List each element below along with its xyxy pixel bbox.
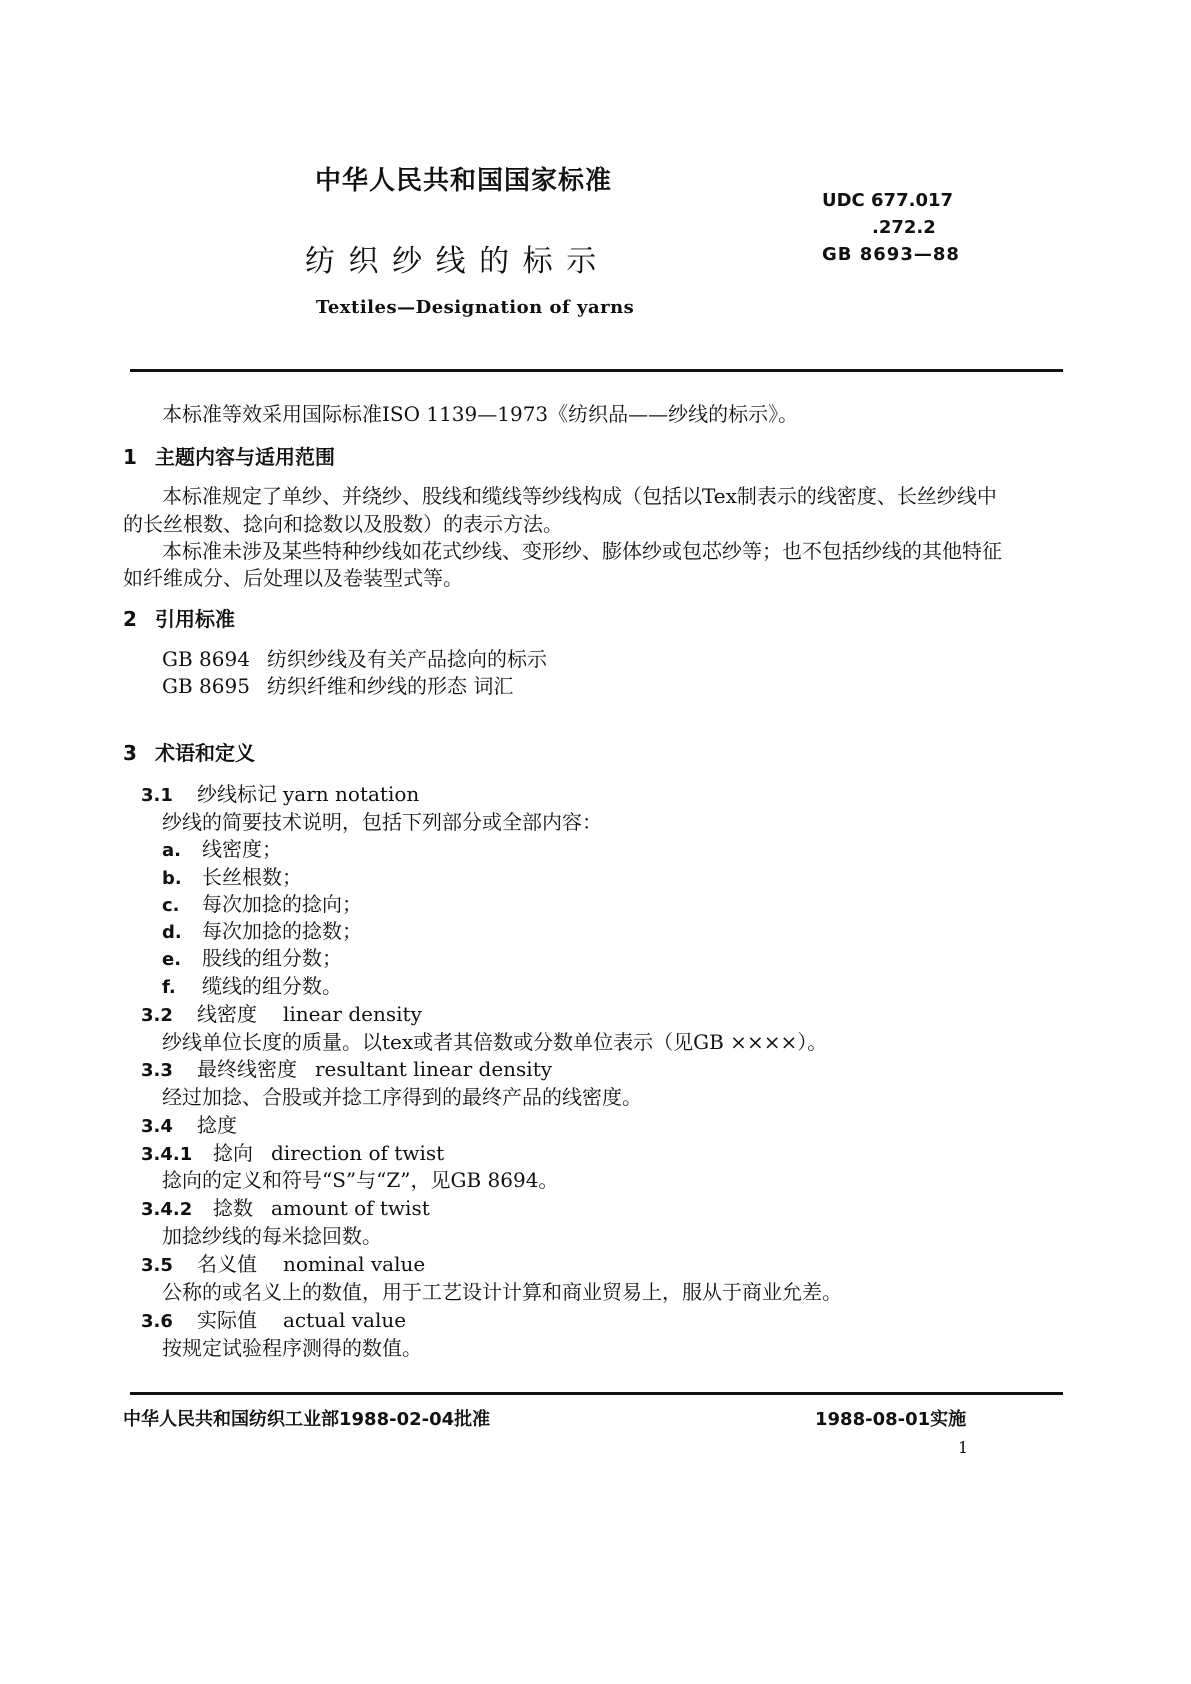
term-3-1-definition: 纱线的简要技术说明，包括下列部分或全部内容： — [162, 810, 602, 834]
reference-title: 纺织纱线及有关产品捻向的标示 — [267, 647, 547, 671]
term-chinese: 名义值 — [197, 1252, 257, 1276]
section-title: 引用标准 — [155, 607, 235, 631]
term-number: 3.4.2 — [141, 1199, 193, 1220]
list-label: f. — [162, 977, 176, 998]
term-english: actual value — [283, 1308, 407, 1332]
list-item — [162, 833, 282, 862]
reference-item — [162, 670, 513, 699]
term-number: 3.2 — [141, 1005, 173, 1026]
term-number: 3.1 — [141, 785, 173, 806]
intro-paragraph: 本标准等效采用国际标准ISO 1139—1973《纺织品——纱线的标示》。 — [162, 402, 799, 426]
header-rule — [130, 369, 1063, 372]
list-text: 线密度； — [202, 837, 282, 861]
term-chinese: 捻向 — [213, 1141, 253, 1165]
term-3-2 — [141, 998, 422, 1027]
gb-standard-code: GB 8693—88 — [822, 244, 960, 265]
term-english: nominal value — [283, 1252, 426, 1276]
list-label: a. — [162, 840, 181, 861]
section-2-heading — [123, 603, 235, 632]
udc-code-line2: .272.2 — [872, 217, 936, 238]
section-3-heading — [123, 737, 255, 766]
term-english: yarn notation — [283, 782, 420, 806]
term-3-6 — [141, 1304, 406, 1333]
section-1-para1-line1: 本标准规定了单纱、并绕纱、股线和缆线等纱线构成（包括以Tex制表示的线密度、长丝纱线中 — [162, 484, 997, 508]
list-text: 缆线的组分数。 — [202, 974, 342, 998]
list-text: 股线的组分数； — [202, 946, 342, 970]
list-label: b. — [162, 868, 182, 889]
term-number: 3.6 — [141, 1311, 173, 1332]
reference-code: GB 8694 — [162, 647, 250, 671]
reference-title: 纺织纤维和纱线的形态 词汇 — [267, 674, 514, 698]
term-3-4-2 — [141, 1192, 430, 1221]
section-title: 术语和定义 — [155, 741, 255, 765]
section-number: 2 — [123, 607, 137, 631]
document-title-english: Textiles—Designation of yarns — [316, 297, 635, 318]
list-text: 每次加捻的捻数； — [202, 919, 362, 943]
term-3-5 — [141, 1248, 425, 1277]
term-3-6-definition: 按规定试验程序测得的数值。 — [162, 1336, 422, 1360]
list-item — [162, 970, 342, 999]
term-english: direction of twist — [271, 1141, 445, 1165]
term-chinese: 纱线标记 — [197, 782, 277, 806]
udc-code-line1: UDC 677.017 — [822, 190, 954, 211]
list-text: 每次加捻的捻向； — [202, 892, 362, 916]
term-english: resultant linear density — [315, 1057, 553, 1081]
footer-rule — [130, 1392, 1063, 1395]
section-1-heading — [123, 441, 335, 470]
section-title: 主题内容与适用范围 — [155, 445, 335, 469]
list-label: d. — [162, 922, 182, 943]
term-3-4-1-definition: 捻向的定义和符号“S”与“Z”，见GB 8694。 — [162, 1168, 559, 1192]
term-3-3-definition: 经过加捻、合股或并捻工序得到的最终产品的线密度。 — [162, 1085, 642, 1109]
section-1-para2-line2: 如纤维成分、后处理以及卷装型式等。 — [123, 566, 463, 590]
term-number: 3.4 — [141, 1116, 173, 1137]
term-3-5-definition: 公称的或名义上的数值，用于工艺设计计算和商业贸易上，服从于商业允差。 — [162, 1280, 842, 1304]
list-text: 长丝根数； — [202, 865, 302, 889]
term-english: amount of twist — [271, 1196, 430, 1220]
term-3-4-2-definition: 加捻纱线的每米捻回数。 — [162, 1224, 382, 1248]
section-number: 1 — [123, 445, 137, 469]
approval-line: 中华人民共和国纺织工业部1988-02-04批准 — [123, 1409, 491, 1430]
list-item — [162, 861, 302, 890]
effective-date: 1988-08-01实施 — [815, 1409, 967, 1430]
list-item — [162, 888, 362, 917]
term-number: 3.5 — [141, 1255, 173, 1276]
term-chinese: 最终线密度 — [197, 1057, 297, 1081]
term-english: linear density — [283, 1002, 422, 1026]
list-label: c. — [162, 895, 180, 916]
term-3-4 — [141, 1109, 283, 1138]
page-number: 1 — [958, 1438, 969, 1457]
list-label: e. — [162, 949, 182, 970]
term-3-3 — [141, 1053, 552, 1082]
term-number: 3.3 — [141, 1060, 173, 1081]
section-1-para2-line1: 本标准未涉及某些特种纱线如花式纱线、变形纱、膨体纱或包芯纱等；也不包括纱线的其他特征 — [162, 539, 1002, 563]
term-3-1 — [141, 778, 419, 807]
section-1-para1-line2: 的长丝根数、捻向和捻数以及股数）的表示方法。 — [123, 512, 563, 536]
list-item — [162, 942, 342, 971]
section-number: 3 — [123, 741, 137, 765]
reference-code: GB 8695 — [162, 674, 250, 698]
term-chinese: 线密度 — [197, 1002, 257, 1026]
list-item — [162, 915, 362, 944]
term-chinese: 实际值 — [197, 1308, 257, 1332]
term-3-4-1 — [141, 1137, 444, 1166]
term-number: 3.4.1 — [141, 1144, 193, 1165]
term-chinese: 捻数 — [213, 1196, 253, 1220]
reference-item — [162, 643, 547, 672]
term-3-2-definition: 纱线单位长度的质量。以tex或者其倍数或分数单位表示（见GB ××××）。 — [162, 1030, 828, 1054]
term-chinese: 捻度 — [197, 1113, 237, 1137]
document-title: 纺 织 纱 线 的 标 示 — [305, 244, 599, 279]
country-standard-heading: 中华人民共和国国家标准 — [315, 166, 613, 196]
